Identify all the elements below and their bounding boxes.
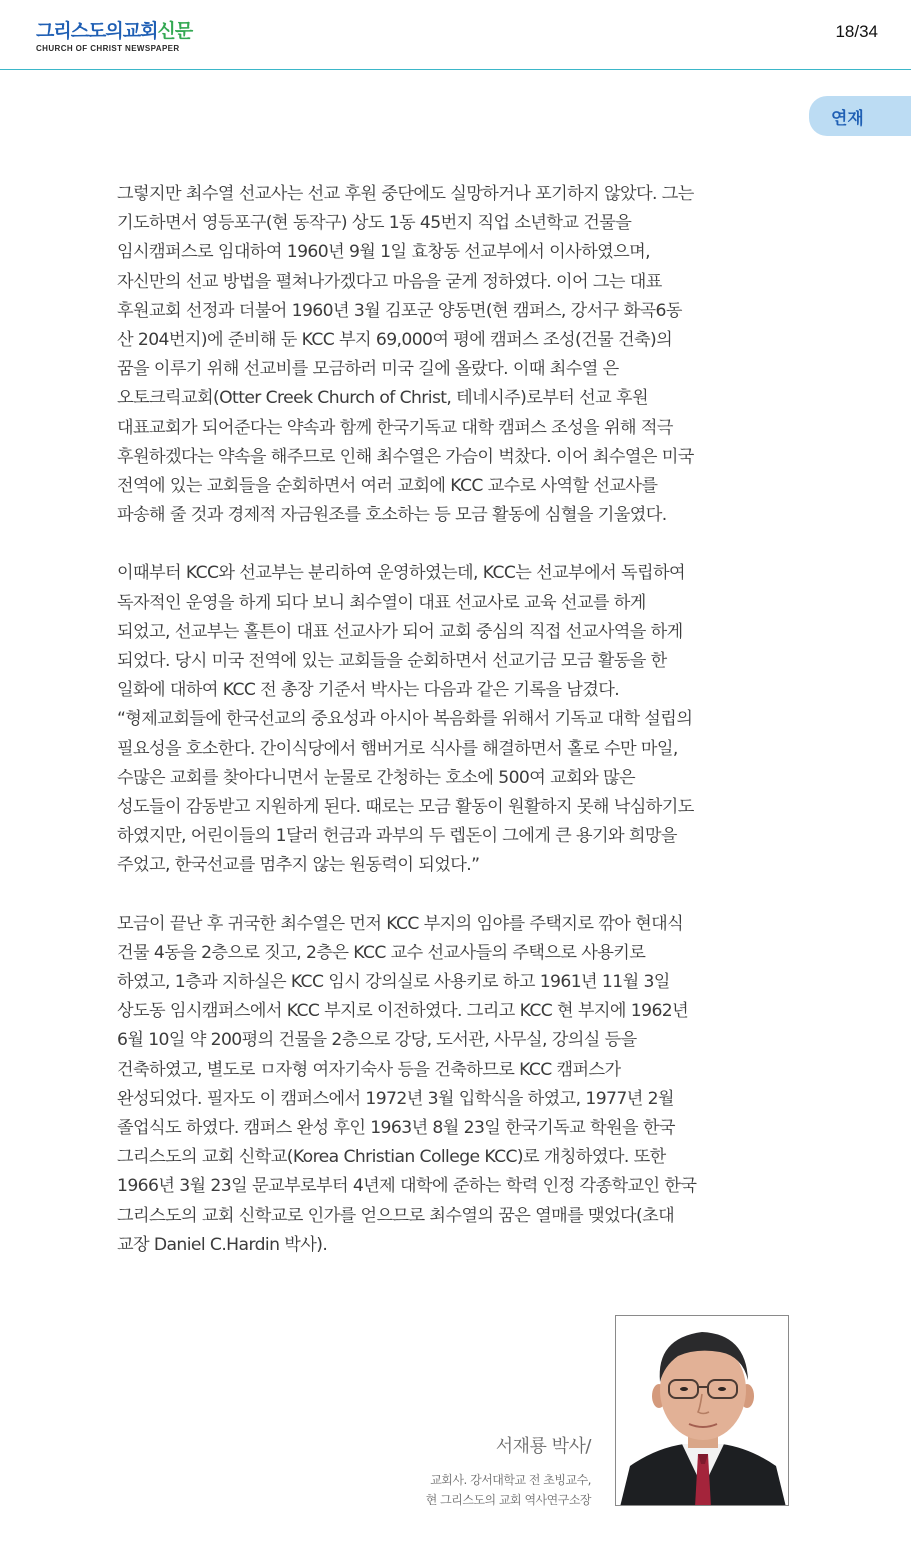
article-paragraph-3 <box>117 910 807 1260</box>
article-text-line: 되었다. 당시 미국 전역에 있는 교회들을 순회하면서 선교기금 모금 활동을 한 <box>117 651 667 671</box>
article-text-line: 건축하였고, 별도로 ㅁ자형 여자기숙사 등을 건축하므로 KCC 캠퍼스가 <box>117 1059 621 1080</box>
author-portrait-image <box>616 1316 789 1506</box>
article-text-line: 오토크릭교회(Otter Creek Church of Christ, 테네시주)로부터 선교 후원 <box>117 388 649 409</box>
article-text-line: 1966년 3월 23일 문교부로부터 4년제 대학에 준하는 학력 인정 각종학교인 한국 <box>117 1176 697 1197</box>
author-description-line: 현 그리스도의 교회 역사연구소장 <box>425 1493 591 1507</box>
article-text-line: 후원교회 선정과 더불어 1960년 3월 김포군 양동면(현 캠퍼스, 강서구 화곡6동 <box>117 300 682 321</box>
section-tab <box>809 96 911 136</box>
article-text-line: 완성되었다. 필자도 이 캠퍼스에서 1972년 3월 입학식을 하였고, 1977년 2월 <box>117 1088 674 1109</box>
article-text-line: 전역에 있는 교회들을 순회하면서 여러 교회에 KCC 교수로 사역할 선교사를 <box>117 475 658 496</box>
article-text-line: 하였지만, 어린이들의 1달러 헌금과 과부의 두 렙돈이 그에게 큰 용기와 희망을 <box>117 826 677 847</box>
article-body <box>117 180 807 1260</box>
article-paragraph-2 <box>117 559 807 880</box>
article-text-line: 그리스도의 교회 신학교(Korea Christian College KCC)로 개칭하였다. 또한 <box>117 1147 666 1168</box>
article-text-line: 그리스도의 교회 신학교로 인가를 얻으므로 최수열의 꿈은 열매를 맺었다(초대 <box>117 1205 675 1226</box>
article-text-line: 후원하겠다는 약속을 해주므로 인해 최수열은 가슴이 벅찼다. 이어 최수열은 미국 <box>117 446 694 467</box>
newspaper-logo[interactable] <box>36 20 192 53</box>
article-text-line: 하였고, 1층과 지하실은 KCC 임시 강의실로 사용키로 하고 1961년 11월 3일 <box>117 972 670 993</box>
article-text-line: 상도동 임시캠퍼스에서 KCC 부지로 이전하였다. 그리고 KCC 현 부지에 1962년 <box>117 1001 689 1022</box>
article-text-line: 일화에 대하여 KCC 전 총장 기준서 박사는 다음과 같은 기록을 남겼다. <box>117 680 620 701</box>
article-text-line: 그렇지만 최수열 선교사는 선교 후원 중단에도 실망하거나 포기하지 않았다. 그는 <box>117 184 694 204</box>
article-text-line: 파송해 줄 것과 경제적 자금원조를 호소하는 등 모금 활동에 심혈을 기울였다. <box>117 505 667 526</box>
article-text-line: 수많은 교회를 찾아다니면서 눈물로 간청하는 호소에 500여 교회와 많은 <box>117 767 636 788</box>
article-text-line: “형제교회들에 한국선교의 중요성과 아시아 복음화를 위해서 기독교 대학 설립의 <box>117 709 693 730</box>
logo-title <box>36 20 192 42</box>
article-text-line: 주었고, 한국선교를 멈추지 않는 원동력이 되었다.” <box>117 855 480 876</box>
paragraph-spacer <box>117 530 807 559</box>
article-text-line: 꿈을 이루기 위해 선교비를 모금하러 미국 길에 올랐다. 이때 최수열 은 <box>117 359 619 380</box>
author-description <box>426 1470 591 1510</box>
logo-title-part2: 신문 <box>157 20 193 42</box>
logo-title-part1: 그리스도의교회 <box>36 20 158 42</box>
article-text-line: 성도들이 감동받고 지원하게 된다. 때로는 모금 활동이 원활하지 못해 낙심하기도 <box>117 796 694 817</box>
article-text-line: 되었고, 선교부는 홀튼이 대표 선교사가 되어 교회 중심의 직접 선교사역을 하게 <box>117 621 683 642</box>
article-text-line: 이때부터 KCC와 선교부는 분리하여 운영하였는데, KCC는 선교부에서 독립하여 <box>117 563 686 584</box>
author-description-line: 교회사. 강서대학교 전 초빙교수, <box>430 1473 591 1487</box>
article-paragraph-1 <box>117 180 807 530</box>
author-photo <box>615 1315 789 1506</box>
author-byline <box>426 1432 591 1510</box>
article-text-line: 산 204번지)에 준비해 둔 KCC 부지 69,000여 평에 캠퍼스 조성(건물 건축)의 <box>117 329 673 350</box>
article-text-line: 대표교회가 되어준다는 약속과 함께 한국기독교 대학 캠퍼스 조성을 위해 적극 <box>117 417 673 438</box>
article-text-line: 임시캠퍼스로 임대하여 1960년 9월 1일 효창동 선교부에서 이사하였으며, <box>117 242 651 263</box>
page-header <box>0 0 911 70</box>
author-name: 서재룡 박사/ <box>495 1436 591 1457</box>
article-text-line: 졸업식도 하였다. 캠퍼스 완성 후인 1963년 8월 23일 한국기독교 학원을 한국 <box>117 1118 675 1138</box>
article-text-line: 독자적인 운영을 하게 되다 보니 최수열이 대표 선교사로 교육 선교를 하게 <box>117 592 646 613</box>
article-text-line: 자신만의 선교 방법을 펼쳐나가겠다고 마음을 굳게 정하였다. 이어 그는 대표 <box>117 271 662 292</box>
article-text-line: 6월 10일 약 200평의 건물을 2층으로 강당, 도서관, 사무실, 강의실 등을 <box>117 1030 637 1051</box>
page-number: 18/34 <box>835 22 878 41</box>
article-text-line: 기도하면서 영등포구(현 동작구) 상도 1동 45번지 직업 소년학교 건물을 <box>117 213 632 234</box>
article-text-line: 건물 4동을 2층으로 짓고, 2층은 KCC 교수 선교사들의 주택으로 사용키로 <box>117 942 646 963</box>
article-text-line: 모금이 끝난 후 귀국한 최수열은 먼저 KCC 부지의 임야를 주택지로 깎아 현대식 <box>117 913 684 934</box>
article-text-line: 교장 Daniel C.Hardin 박사). <box>117 1234 328 1255</box>
logo-subtitle: CHURCH OF CHRIST NEWSPAPER <box>36 44 180 53</box>
section-tab-label: 연재 <box>831 109 864 129</box>
paragraph-spacer <box>117 881 807 910</box>
article-text-line: 필요성을 호소한다. 간이식당에서 햄버거로 식사를 해결하면서 홀로 수만 마일, <box>117 738 678 759</box>
